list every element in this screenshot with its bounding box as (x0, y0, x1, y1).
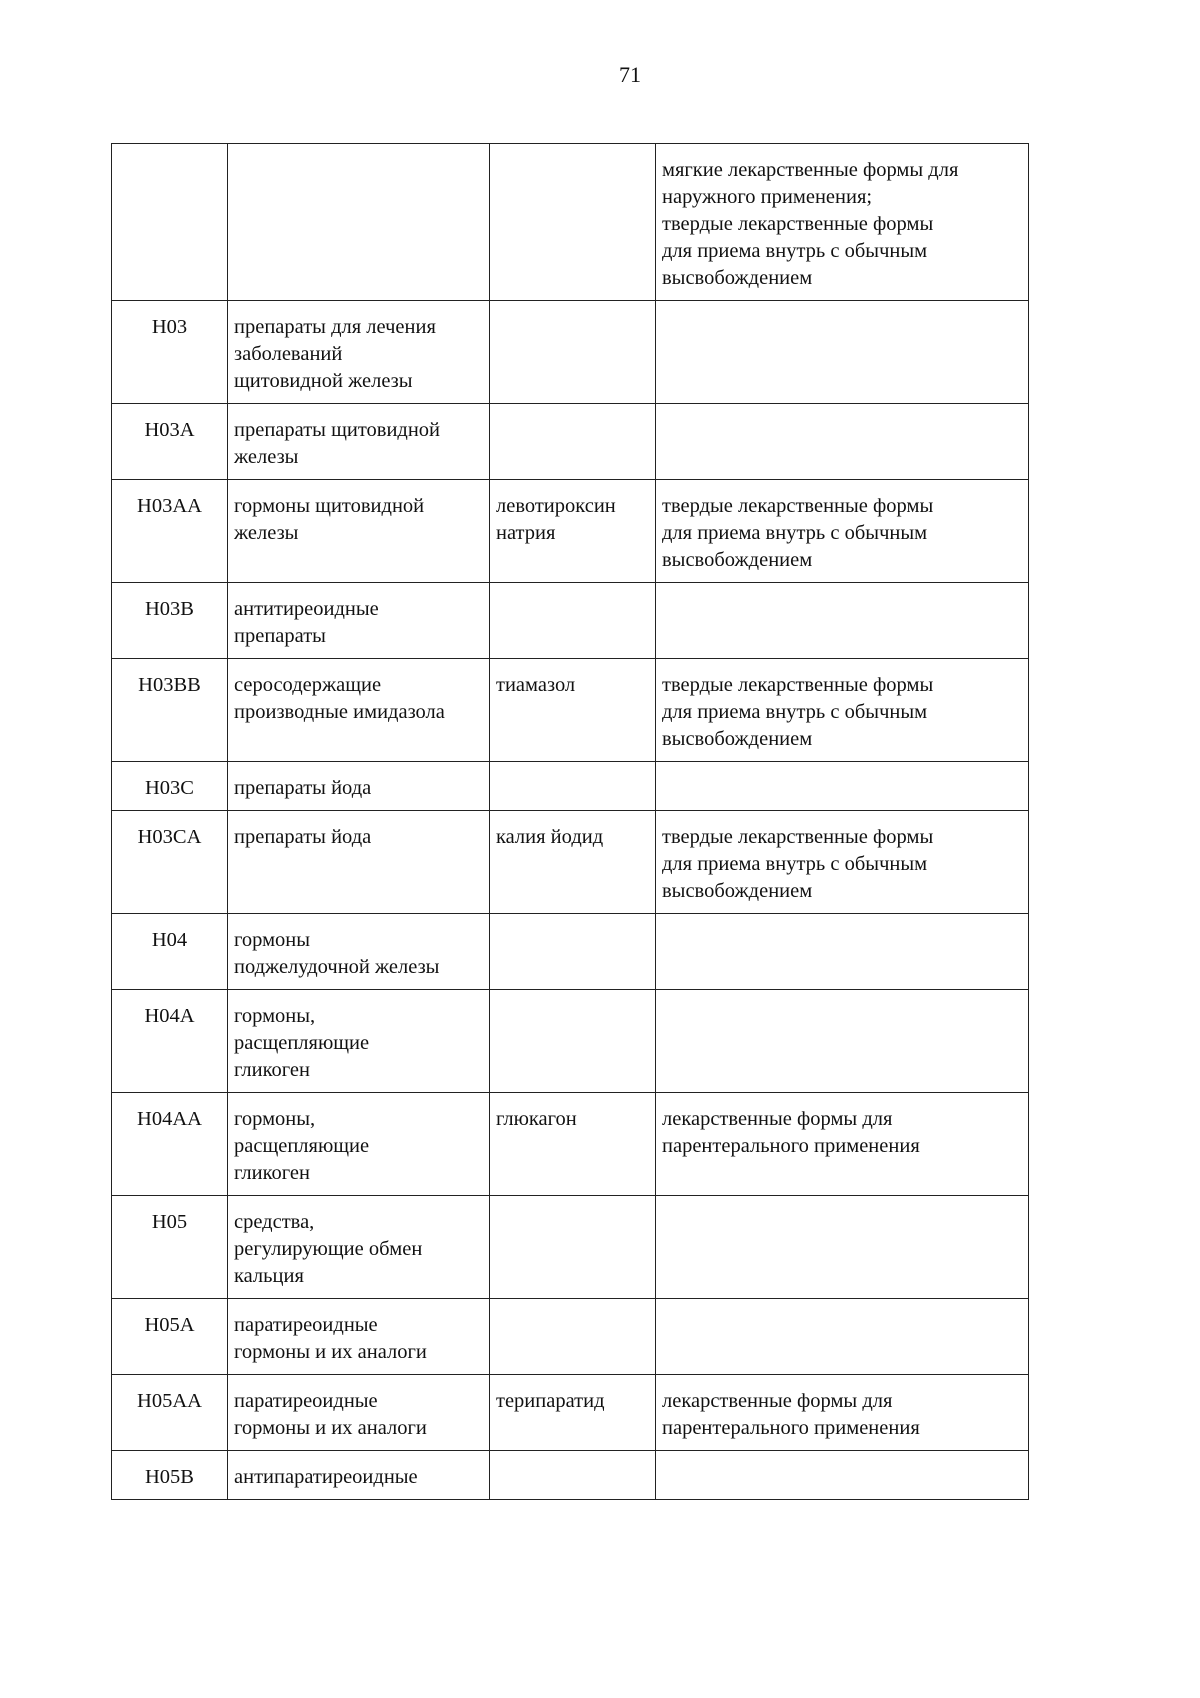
dosage-form-cell (656, 990, 1029, 1093)
group-name-cell (228, 404, 490, 480)
atc-code-cell: H03C (112, 762, 228, 811)
name-text-line: железы (234, 522, 299, 544)
atc-code-cell: H04 (112, 914, 228, 990)
drug-name-cell (490, 1375, 656, 1451)
form-text-line: для приема внутрь с обычным (662, 522, 928, 544)
drug-name-cell (490, 144, 656, 301)
name-text-line: препараты йода (234, 826, 372, 848)
table-row (112, 301, 1029, 404)
drug-name-cell (490, 1093, 656, 1196)
table-row (112, 1093, 1029, 1196)
drug-name-cell (490, 404, 656, 480)
drug-name-cell (490, 583, 656, 659)
name-text-line: средства, (234, 1211, 315, 1233)
form-text-line: высвобождением (662, 267, 813, 289)
table-row (112, 404, 1029, 480)
form-text-line: лекарственные формы для (662, 1108, 893, 1130)
atc-code-cell: H04AA (112, 1093, 228, 1196)
dosage-form-cell (656, 1093, 1029, 1196)
group-name-cell (228, 762, 490, 811)
drug-name-cell (490, 659, 656, 762)
name-text-line: гормоны щитовидной (234, 495, 425, 517)
drug-name-cell (490, 1196, 656, 1299)
drug-classification-table (111, 143, 1029, 1500)
drug-name-cell (490, 914, 656, 990)
group-name-cell (228, 811, 490, 914)
atc-code-cell: H03AA (112, 480, 228, 583)
group-name-cell (228, 914, 490, 990)
table-row (112, 1375, 1029, 1451)
drug-text-line: тиамазол (496, 674, 576, 696)
page-number: 71 (619, 62, 641, 87)
drug-name-cell (490, 811, 656, 914)
atc-code-cell: H03A (112, 404, 228, 480)
drug-text-line: терипаратид (496, 1390, 605, 1412)
atc-code-cell: H05B (112, 1451, 228, 1500)
form-text-line: для приема внутрь с обычным (662, 240, 928, 262)
atc-code-cell (112, 144, 228, 301)
table-row (112, 1451, 1029, 1500)
drug-name-cell (490, 480, 656, 583)
atc-code-cell: H03BB (112, 659, 228, 762)
form-text-line: твердые лекарственные формы (662, 826, 934, 848)
form-text-line: для приема внутрь с обычным (662, 853, 928, 875)
name-text-line: железы (234, 446, 299, 468)
group-name-cell (228, 659, 490, 762)
name-text-line: поджелудочной железы (234, 956, 440, 978)
form-text-line: высвобождением (662, 728, 813, 750)
dosage-form-cell (656, 404, 1029, 480)
drug-name-cell (490, 1451, 656, 1500)
dosage-form-cell (656, 811, 1029, 914)
name-text-line: гормоны, (234, 1108, 316, 1130)
dosage-form-cell (656, 1299, 1029, 1375)
group-name-cell (228, 1196, 490, 1299)
name-text-line: заболеваний (234, 343, 343, 365)
dosage-form-cell (656, 1196, 1029, 1299)
name-text-line: расщепляющие (234, 1135, 370, 1157)
table-row (112, 480, 1029, 583)
table-row (112, 811, 1029, 914)
drug-text-line: натрия (496, 522, 556, 544)
group-name-cell (228, 144, 490, 301)
table-body (112, 144, 1029, 1500)
name-text-line: препараты (234, 625, 326, 647)
name-text-line: паратиреоидные (234, 1390, 378, 1412)
drug-name-cell (490, 1299, 656, 1375)
name-text-line: препараты йода (234, 777, 372, 799)
group-name-cell (228, 480, 490, 583)
atc-code-cell: H05A (112, 1299, 228, 1375)
group-name-cell (228, 583, 490, 659)
name-text-line: гормоны и их аналоги (234, 1417, 427, 1439)
atc-code-cell: H05AA (112, 1375, 228, 1451)
name-text-line: гликоген (234, 1162, 310, 1184)
form-text-line: высвобождением (662, 549, 813, 571)
table-row (112, 914, 1029, 990)
drug-text-line: левотироксин (496, 495, 616, 517)
table-row (112, 1196, 1029, 1299)
name-text-line: серосодержащие (234, 674, 382, 696)
group-name-cell (228, 1375, 490, 1451)
name-text-line: гормоны (234, 929, 311, 951)
dosage-form-cell (656, 1375, 1029, 1451)
name-text-line: производные имидазола (234, 701, 445, 723)
table-row (112, 659, 1029, 762)
dosage-form-cell (656, 480, 1029, 583)
table-row (112, 990, 1029, 1093)
form-text-line: для приема внутрь с обычным (662, 701, 928, 723)
group-name-cell (228, 1451, 490, 1500)
drug-name-cell (490, 301, 656, 404)
table-row (112, 762, 1029, 811)
table-row (112, 1299, 1029, 1375)
atc-code-cell: H04A (112, 990, 228, 1093)
table-row (112, 583, 1029, 659)
name-text-line: препараты для лечения (234, 316, 436, 338)
dosage-form-cell (656, 301, 1029, 404)
drug-text-line: глюкагон (496, 1108, 577, 1130)
atc-code-cell: H03 (112, 301, 228, 404)
form-text-line: мягкие лекарственные формы для (662, 159, 959, 181)
group-name-cell (228, 1093, 490, 1196)
form-text-line: твердые лекарственные формы (662, 213, 934, 235)
group-name-cell (228, 990, 490, 1093)
dosage-form-cell (656, 1451, 1029, 1500)
form-text-line: наружного применения; (662, 186, 873, 208)
drug-name-cell (490, 990, 656, 1093)
atc-code-cell: H03CA (112, 811, 228, 914)
form-text-line: твердые лекарственные формы (662, 674, 934, 696)
dosage-form-cell (656, 914, 1029, 990)
group-name-cell (228, 1299, 490, 1375)
name-text-line: кальция (234, 1265, 304, 1287)
form-text-line: высвобождением (662, 880, 813, 902)
name-text-line: гормоны, (234, 1005, 316, 1027)
form-text-line: лекарственные формы для (662, 1390, 893, 1412)
group-name-cell (228, 301, 490, 404)
drug-text-line: калия йодид (496, 826, 604, 848)
name-text-line: паратиреоидные (234, 1314, 378, 1336)
name-text-line: гормоны и их аналоги (234, 1341, 427, 1363)
name-text-line: расщепляющие (234, 1032, 370, 1054)
form-text-line: парентерального применения (662, 1135, 920, 1157)
dosage-form-cell (656, 583, 1029, 659)
form-text-line: твердые лекарственные формы (662, 495, 934, 517)
table-row (112, 144, 1029, 301)
dosage-form-cell (656, 762, 1029, 811)
form-text-line: парентерального применения (662, 1417, 920, 1439)
drug-name-cell (490, 762, 656, 811)
atc-code-cell: H03B (112, 583, 228, 659)
name-text-line: антитиреоидные (234, 598, 379, 620)
name-text-line: антипаратиреоидные (234, 1466, 418, 1488)
name-text-line: препараты щитовидной (234, 419, 441, 441)
dosage-form-cell (656, 144, 1029, 301)
name-text-line: регулирующие обмен (234, 1238, 423, 1260)
dosage-form-cell (656, 659, 1029, 762)
name-text-line: щитовидной железы (234, 370, 413, 392)
name-text-line: гликоген (234, 1059, 310, 1081)
atc-code-cell: H05 (112, 1196, 228, 1299)
